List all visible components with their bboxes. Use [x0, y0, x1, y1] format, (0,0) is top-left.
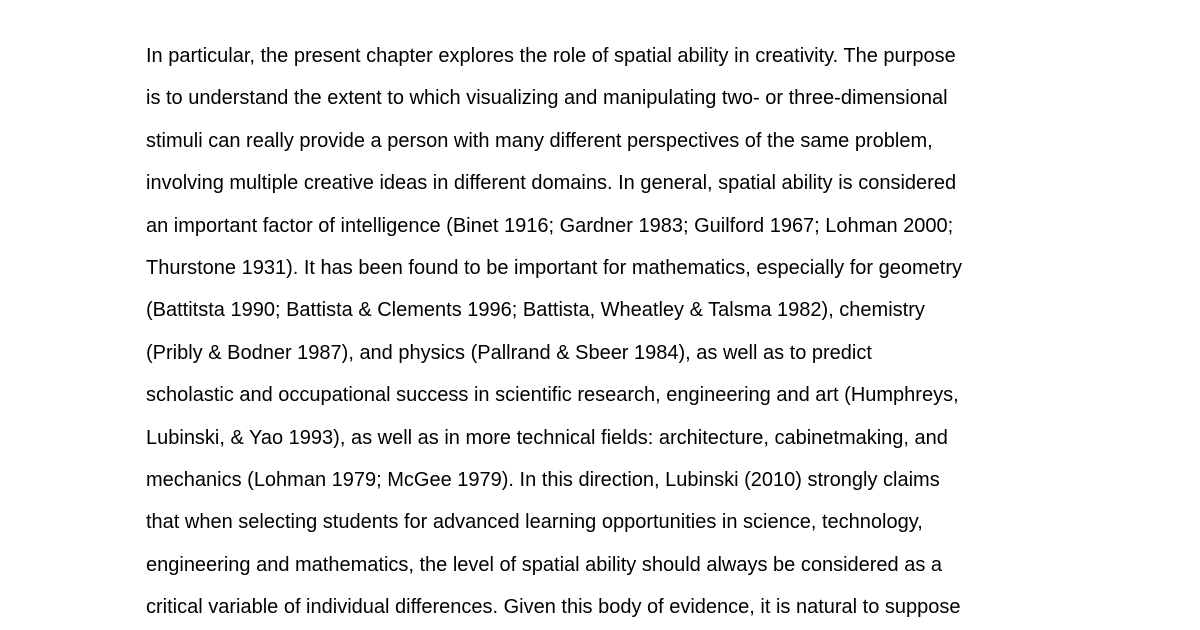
text-line: stimuli can really provide a person with many different perspectives of the same problem,: [146, 129, 933, 152]
text-line: is to understand the extent to which visualizing and manipulating two- or three-dimensional: [146, 87, 948, 110]
text-line: critical variable of individual differences. Given this body of evidence, it is natural to suppose: [146, 596, 961, 619]
text-line: mechanics (Lohman 1979; McGee 1979). In this direction, Lubinski (2010) strongly claims: [146, 468, 940, 491]
text-line: engineering and mathematics, the level of spatial ability should always be considered as a: [146, 553, 943, 576]
text-line: (Pribly & Bodner 1987), and physics (Pallrand & Sbeer 1984), as well as to predict: [146, 341, 872, 364]
text-line: Thurstone 1931). It has been found to be important for mathematics, especially for geometry: [146, 256, 962, 279]
text-line: an important factor of intelligence (Binet 1916; Gardner 1983; Guilford 1967; Lohman 2000;: [146, 214, 954, 237]
text-line: scholastic and occupational success in scientific research, engineering and art (Humphreys,: [146, 384, 959, 407]
text-line: In particular, the present chapter explores the role of spatial ability in creativity. The purpose: [146, 45, 956, 67]
text-line: (Battitsta 1990; Battista & Clements 1996; Battista, Wheatley & Talsma 1982), chemistry: [146, 299, 925, 322]
body-paragraph: [146, 35, 1166, 628]
text-line: involving multiple creative ideas in different domains. In general, spatial ability is considered: [146, 172, 957, 195]
text-line: Lubinski, & Yao 1993), as well as in more technical fields: architecture, cabinetmaking, and: [146, 426, 948, 449]
text-line: that when selecting students for advanced learning opportunities in science, technology,: [146, 511, 923, 534]
